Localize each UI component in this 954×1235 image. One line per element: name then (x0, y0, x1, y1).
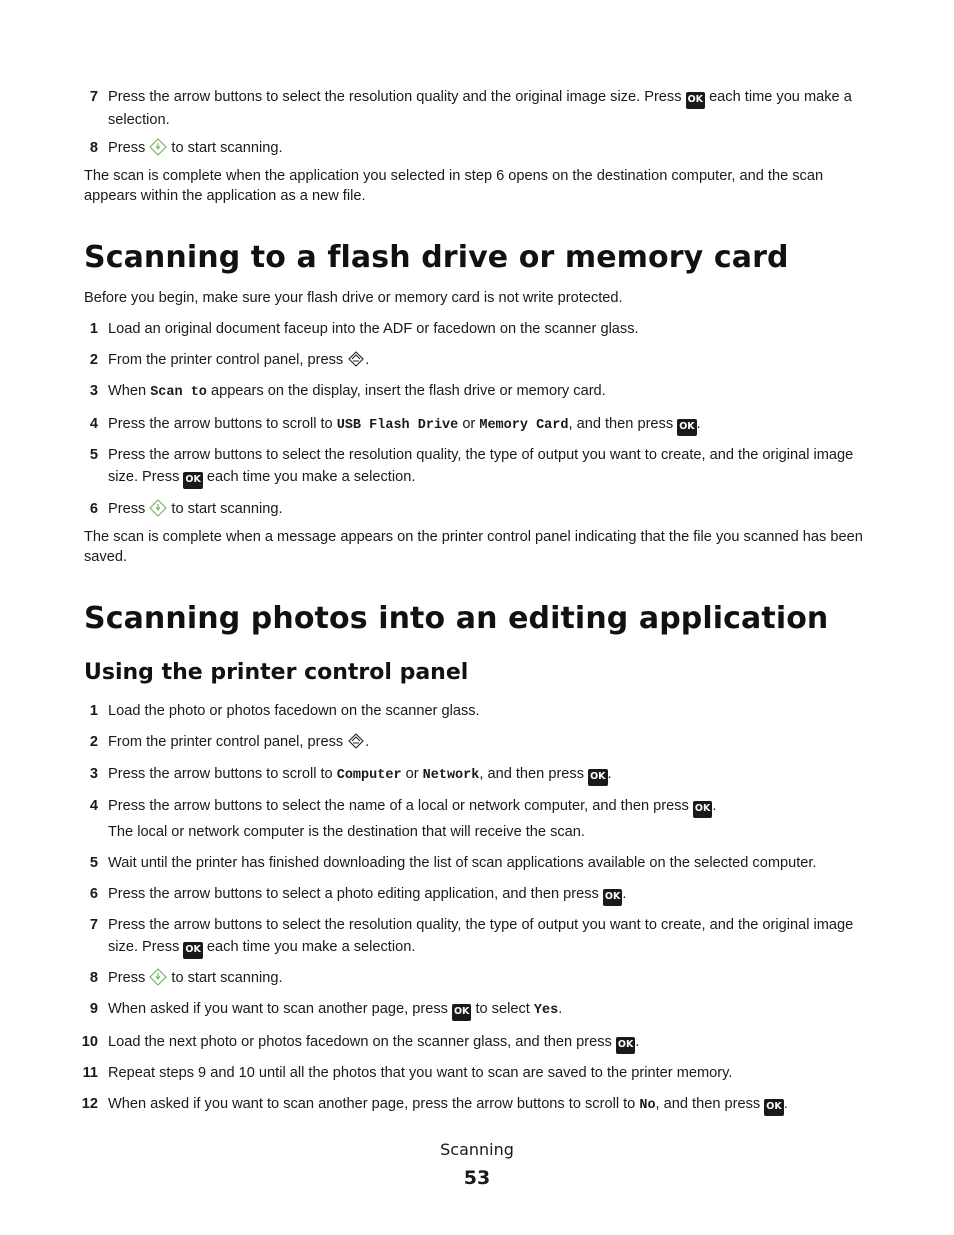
start-diamond-icon (149, 138, 167, 163)
step-text: Press to start scanning. (108, 498, 874, 524)
step-text: Press the arrow buttons to scroll to Computer or Network, and then press OK . (108, 763, 874, 787)
step-text: Press the arrow buttons to select a photo editing application, and then press OK . (108, 883, 874, 906)
step-number: 7 (89, 89, 98, 105)
scan-icon (347, 350, 365, 375)
display-text-code: USB Flash Drive (336, 418, 459, 433)
step-number: 4 (89, 416, 98, 432)
step-text: Load the next photo or photos facedown on the scanner glass, and then press OK . (108, 1031, 874, 1054)
scan-icon (347, 732, 365, 757)
step-number: 10 (81, 1034, 98, 1050)
section-title: Scanning to a flash drive or memory card (84, 240, 789, 275)
display-text-code: Computer (336, 768, 402, 783)
step-text: Press to start scanning. (108, 137, 874, 163)
ok-button-icon: OK (677, 419, 696, 436)
step-number: 2 (89, 352, 98, 368)
intro-paragraph: Before you begin, make sure your flash drive or memory card is not write protected. (84, 290, 623, 306)
page-number: 53 (463, 1167, 491, 1189)
step-text: When asked if you want to scan another page, press OK to select Yes. (108, 998, 874, 1022)
step-text: From the printer control panel, press . (108, 349, 874, 375)
display-text-code: Yes (533, 1003, 559, 1018)
step-note-text: The local or network computer is the destination that will receive the scan. (108, 824, 585, 840)
ok-button-icon: OK (452, 1004, 471, 1021)
display-text-code: No (639, 1098, 656, 1113)
ok-button-icon: OK (764, 1099, 783, 1116)
step-number: 3 (89, 766, 98, 782)
ok-button-icon: OK (183, 942, 202, 959)
step-number: 8 (89, 140, 98, 156)
step-number: 5 (89, 855, 98, 871)
step-number: 1 (89, 703, 98, 719)
start-diamond-icon (149, 968, 167, 993)
display-text-code: Network (422, 768, 480, 783)
step-text: Press the arrow buttons to select the resolution quality and the original image size. Press OK each time you make a selection. (108, 89, 852, 128)
ok-button-icon: OK (616, 1037, 635, 1054)
step-text: Press the arrow buttons to select the resolution quality, the type of output you want to create, and the original image size. Press OK each time you make a selection. (108, 444, 874, 489)
step-text: When asked if you want to scan another page, press the arrow buttons to scroll to No, and then press OK . (108, 1093, 874, 1117)
step-number: 11 (82, 1065, 98, 1081)
ok-button-icon: OK (183, 472, 202, 489)
step-number: 8 (89, 970, 98, 986)
step-number: 7 (89, 917, 98, 933)
step-text: Load an original document faceup into the ADF or facedown on the scanner glass. (108, 321, 639, 337)
ok-button-icon: OK (603, 889, 622, 906)
ok-button-icon: OK (693, 801, 712, 818)
step-text: Press the arrow buttons to select the name of a local or network computer, and then press OK . (108, 795, 874, 818)
display-text-code: Scan to (150, 385, 207, 400)
step-text: Press to start scanning. (108, 967, 874, 993)
step-text: Repeat steps 9 and 10 until all the photos that you want to scan are saved to the printer memory. (108, 1065, 733, 1081)
start-diamond-icon (149, 499, 167, 524)
section-title: Scanning photos into an editing application (84, 601, 829, 636)
step-number: 3 (89, 383, 98, 399)
step-number: 4 (89, 798, 98, 814)
step-text: When Scan to appears on the display, insert the flash drive or memory card. (108, 383, 606, 400)
step-text: Wait until the printer has finished downloading the list of scan applications available on the selected computer. (108, 855, 817, 871)
step-number: 5 (89, 447, 98, 463)
scan-complete-paragraph: The scan is complete when the application you selected in step 6 opens on the destination computer, and the scan appears within the application as a new file. (84, 168, 824, 204)
display-text-code: Memory Card (479, 418, 569, 433)
footer-chapter: Scanning (440, 1140, 514, 1159)
step-number: 9 (89, 1001, 98, 1017)
step-number: 12 (81, 1096, 98, 1112)
step-number: 2 (89, 734, 98, 750)
step-text: Press the arrow buttons to scroll to USB Flash Drive or Memory Card, and then press OK . (108, 413, 874, 437)
step-number: 6 (89, 501, 98, 517)
step-number: 6 (89, 886, 98, 902)
outro-paragraph: The scan is complete when a message appears on the printer control panel indicating that the file you scanned has been saved. (84, 529, 863, 565)
step-text: From the printer control panel, press . (108, 731, 874, 757)
step-number: 1 (89, 321, 98, 337)
subsection-title: Using the printer control panel (84, 660, 469, 685)
ok-button-icon: OK (588, 769, 607, 786)
step-text: Press the arrow buttons to select the resolution quality, the type of output you want to create, and the original image size. Press OK each time you make a selection. (108, 914, 874, 959)
step-text: Load the photo or photos facedown on the scanner glass. (108, 703, 480, 719)
ok-button-icon: OK (686, 92, 705, 109)
